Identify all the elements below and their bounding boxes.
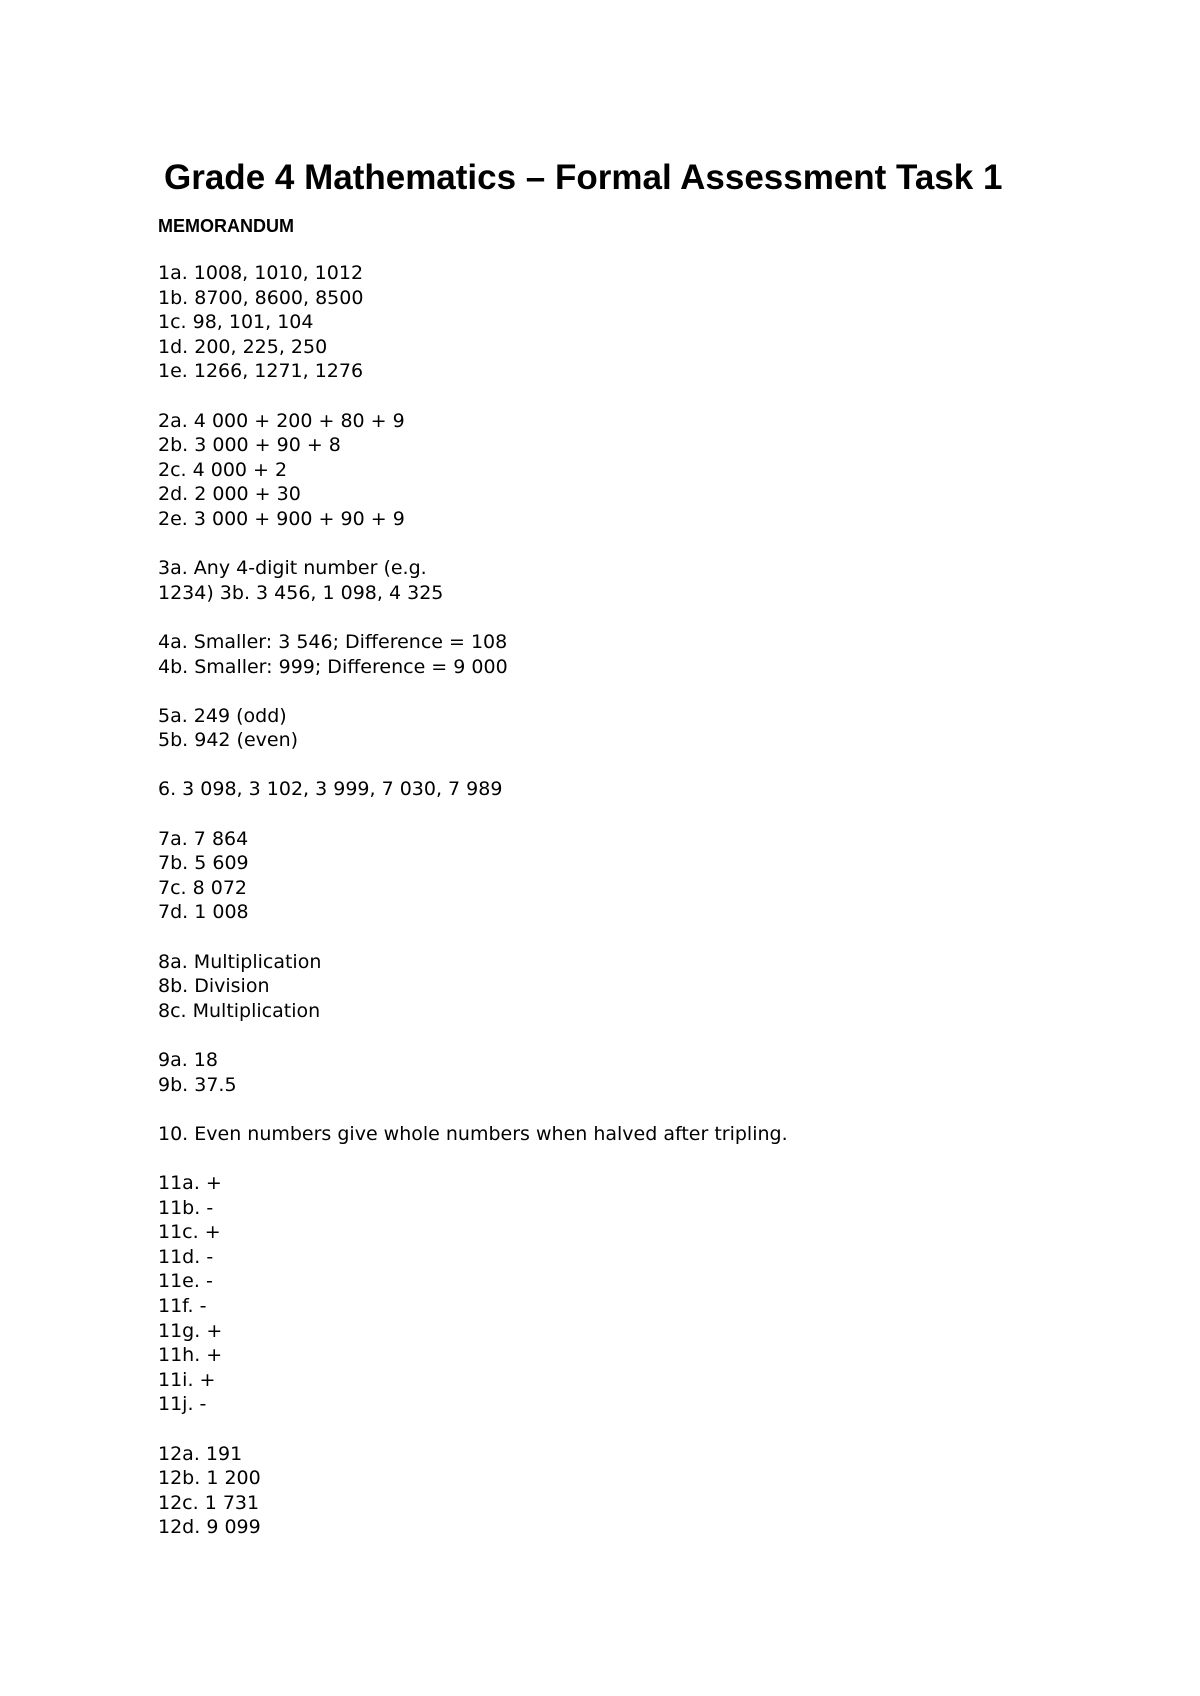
- answer-line: 8c. Multiplication: [158, 999, 321, 1022]
- answer-line: 7b. 5 609: [158, 852, 249, 875]
- answer-line: 7d. 1 008: [158, 901, 249, 924]
- memorandum-heading: MEMORANDUM: [158, 216, 294, 236]
- answer-line: 4b. Smaller: 999; Difference = 9 000: [158, 655, 508, 678]
- answer-line: 2a. 4 000 + 200 + 80 + 9: [158, 409, 405, 432]
- answer-line: 12b. 1 200: [158, 1467, 261, 1490]
- answer-line: 11d. -: [158, 1245, 214, 1268]
- answer-line: 1234) 3b. 3 456, 1 098, 4 325: [158, 581, 444, 604]
- answer-line: 5b. 942 (even): [158, 729, 299, 752]
- answer-line: 11g. +: [158, 1319, 223, 1342]
- answer-line: 8a. Multiplication: [158, 950, 322, 973]
- question-11-answers: [158, 1171, 1138, 1417]
- answer-line: 11j. -: [158, 1393, 207, 1416]
- document-title: Grade 4 Mathematics – Formal Assessment Task 1: [164, 158, 1003, 197]
- answer-line: 11a. +: [158, 1171, 222, 1194]
- answer-line: 10. Even numbers give whole numbers when halved after tripling.: [158, 1122, 788, 1145]
- answer-line: 11b. -: [158, 1196, 214, 1219]
- answer-line: 12d. 9 099: [158, 1516, 261, 1539]
- answer-line: 2e. 3 000 + 900 + 90 + 9: [158, 507, 405, 530]
- answer-line: 4a. Smaller: 3 546; Difference = 108: [158, 630, 508, 653]
- answer-line: 5a. 249 (odd): [158, 704, 287, 727]
- answer-line: 11h. +: [158, 1344, 223, 1367]
- question-6-answers: [158, 777, 1138, 802]
- question-1-answers: [158, 261, 1138, 384]
- answer-line: 8b. Division: [158, 975, 270, 998]
- question-7-answers: [158, 827, 1138, 925]
- answer-line: 7a. 7 864: [158, 827, 249, 850]
- answer-line: 1a. 1008, 1010, 1012: [158, 262, 364, 284]
- answer-line: 12c. 1 731: [158, 1491, 260, 1514]
- answer-line: 2b. 3 000 + 90 + 8: [158, 434, 341, 457]
- answer-line: 9b. 37.5: [158, 1073, 237, 1096]
- answer-line: 1e. 1266, 1271, 1276: [158, 360, 364, 383]
- answer-line: 9a. 18: [158, 1049, 218, 1071]
- answer-line: 11i. +: [158, 1368, 216, 1391]
- answer-line: 2c. 4 000 + 2: [158, 458, 288, 481]
- question-8-answers: [158, 950, 1138, 1024]
- answer-line: 11f. -: [158, 1294, 207, 1317]
- answer-line: 12a. 191: [158, 1442, 243, 1465]
- answer-line: 6. 3 098, 3 102, 3 999, 7 030, 7 989: [158, 778, 503, 801]
- question-9-answers: [158, 1048, 1138, 1097]
- answer-list: [158, 261, 1138, 1564]
- question-10-answers: [158, 1122, 1138, 1147]
- answer-line: 1b. 8700, 8600, 8500: [158, 286, 364, 309]
- question-2-answers: [158, 409, 1138, 532]
- question-4-answers: [158, 630, 1138, 679]
- question-3-answers: [158, 556, 1138, 605]
- answer-line: 11e. -: [158, 1270, 213, 1293]
- answer-line: 2d. 2 000 + 30: [158, 483, 301, 506]
- answer-line: 7c. 8 072: [158, 876, 248, 899]
- answer-line: 1d. 200, 225, 250: [158, 335, 328, 358]
- question-5-answers: [158, 704, 1138, 753]
- question-12-answers: [158, 1442, 1138, 1540]
- answer-line: 3a. Any 4-digit number (e.g.: [158, 557, 427, 580]
- answer-line: 11c. +: [158, 1221, 221, 1244]
- answer-line: 1c. 98, 101, 104: [158, 311, 314, 334]
